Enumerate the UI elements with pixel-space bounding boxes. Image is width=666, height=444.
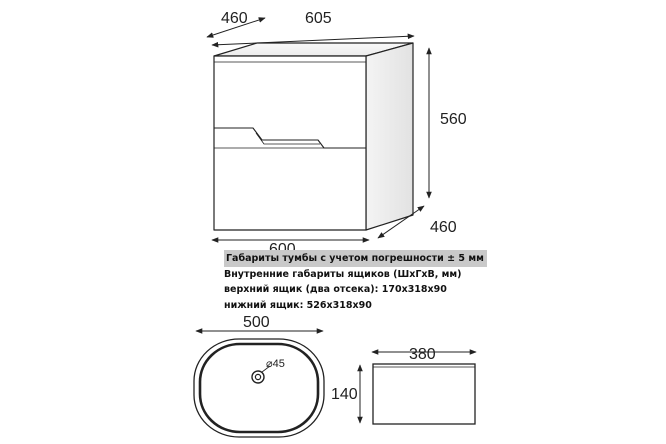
cabinet-front bbox=[214, 56, 366, 230]
cabinet-drawing bbox=[214, 43, 413, 230]
basin-side-view bbox=[373, 364, 475, 424]
note-lower-drawer: нижний ящик: 526х318х90 bbox=[224, 299, 372, 311]
label-basin-side-width: 380 bbox=[409, 346, 436, 363]
label-depth-top: 460 bbox=[221, 10, 248, 27]
label-basin-side-height: 140 bbox=[331, 386, 358, 403]
label-drain-diameter: ⌀45 bbox=[266, 358, 285, 370]
note-inner-dimensions: Внутренние габариты ящиков (ШхГхВ, мм) bbox=[224, 269, 462, 281]
note-tolerance: Габариты тумбы с учетом погрешности ± 5 мм bbox=[224, 250, 487, 267]
basin-side-profile bbox=[373, 364, 475, 424]
drain-outer-ring bbox=[252, 371, 264, 383]
label-basin-width: 500 bbox=[243, 314, 270, 331]
label-depth-right: 460 bbox=[430, 219, 457, 236]
basin-inner-bowl bbox=[200, 344, 318, 432]
cabinet-side-panel bbox=[366, 43, 413, 230]
label-height: 560 bbox=[440, 111, 467, 128]
specification-notes bbox=[224, 250, 524, 313]
note-upper-drawer: верхний ящик (два отсека): 170х318х90 bbox=[224, 284, 447, 296]
basin-top-view bbox=[194, 339, 324, 437]
drain-inner bbox=[255, 374, 260, 379]
label-width-top: 605 bbox=[305, 10, 332, 27]
